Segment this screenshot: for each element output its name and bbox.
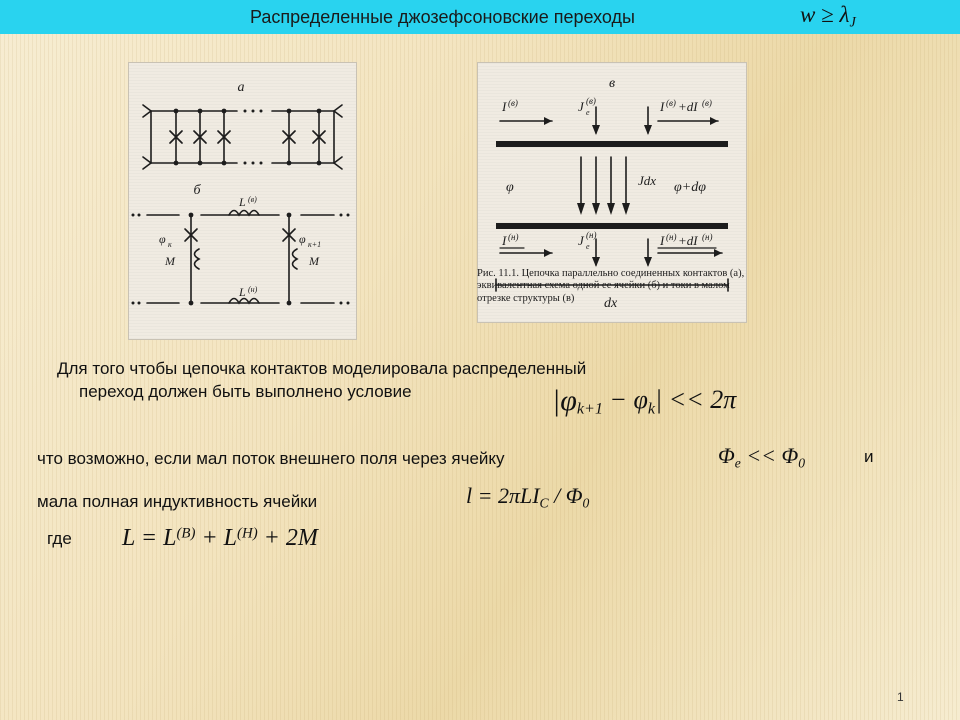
formula-total-inductance-sup2: (Н) <box>237 525 258 542</box>
formula-flux-sub1: e <box>734 455 741 471</box>
formula-phase-condition-tail: | << 2π <box>655 385 737 414</box>
chain-of-junctions-drawing <box>129 63 356 339</box>
svg-text:I: I <box>502 233 507 248</box>
svg-text:dx: dx <box>604 296 618 311</box>
formula-phase-condition <box>552 384 736 418</box>
formula-inductance-sub2: 0 <box>582 495 590 511</box>
svg-text:φ: φ <box>159 232 166 246</box>
banner-formula-subscript: J <box>849 14 856 31</box>
svg-text:(н): (н) <box>666 232 677 242</box>
banner-formula-main: w ≥ λ <box>800 2 850 27</box>
formula-total-inductance-main: L = L <box>122 525 177 551</box>
formula-phase-condition-sub1: k+1 <box>576 400 603 418</box>
formula-inductance-tail: / Φ <box>548 483 583 508</box>
formula-flux-mid: << Φ <box>740 443 799 468</box>
svg-text:e: e <box>586 242 590 251</box>
paragraph-inductance: мала полная индуктивность ячейки <box>37 492 318 511</box>
banner-formula <box>800 2 856 32</box>
svg-text:к+1: к+1 <box>308 240 322 249</box>
svg-text:к: к <box>168 240 172 249</box>
formula-phase-condition-open: |φ <box>552 384 577 417</box>
svg-text:L: L <box>239 285 246 299</box>
svg-text:e: e <box>586 108 590 117</box>
svg-text:(в): (в) <box>702 98 712 108</box>
formula-total-inductance-tail: + 2M <box>257 525 318 551</box>
slide-title: Распределенные джозефсоновские переходы <box>250 7 635 27</box>
figure-caption: Рис. 11.1. Цепочка параллельно соединенных контактов (а), эквивалентная схема одной ее ячейки (б) и токи в малом отрезке структуры (в) <box>477 268 745 304</box>
svg-text:J: J <box>578 99 584 114</box>
svg-text:+dI: +dI <box>678 233 698 248</box>
svg-text:L: L <box>239 195 246 209</box>
svg-text:Jdx: Jdx <box>638 173 657 188</box>
page-number: 1 <box>897 690 904 704</box>
formula-flux <box>718 443 805 472</box>
svg-text:I: I <box>660 233 665 248</box>
chain-of-junctions-figure <box>128 62 357 340</box>
svg-text:I: I <box>502 99 507 114</box>
formula-total-inductance <box>122 525 318 552</box>
paragraph-condition-line2: переход должен быть выполнено условие <box>79 382 412 401</box>
conjunction-text: и <box>864 447 874 466</box>
svg-text:J: J <box>578 233 584 248</box>
formula-flux-main: Φ <box>718 443 735 468</box>
formula-phase-condition-mid: − φ <box>602 385 648 414</box>
paragraph-flux: что возможно, если мал поток внешнего поля через ячейку <box>37 449 505 468</box>
svg-text:(н): (н) <box>702 232 713 242</box>
svg-text:(н): (н) <box>508 232 519 242</box>
svg-text:M: M <box>165 254 175 268</box>
svg-text:(н): (н) <box>248 285 258 294</box>
paragraph-where: где <box>47 529 72 548</box>
svg-text:φ: φ <box>299 232 306 246</box>
formula-flux-sub2: 0 <box>798 455 806 471</box>
svg-text:φ+dφ: φ+dφ <box>674 180 706 195</box>
formula-inductance-main: l = 2πLI <box>466 483 540 508</box>
formula-total-inductance-sup1: (В) <box>176 525 196 542</box>
svg-text:a: a <box>237 80 245 95</box>
svg-text:(в): (в) <box>666 98 676 108</box>
formula-inductance-sub: C <box>539 495 549 511</box>
svg-text:б: б <box>193 183 201 198</box>
svg-text:I: I <box>660 99 665 114</box>
formula-phase-condition-sub2: k <box>647 400 656 418</box>
svg-text:(в): (в) <box>586 96 596 106</box>
svg-text:φ: φ <box>506 180 514 195</box>
svg-text:в: в <box>608 76 616 91</box>
svg-text:(н): (н) <box>586 230 597 240</box>
paragraph-condition-line1: Для того чтобы цепочка контактов моделировала распределенный <box>57 359 587 378</box>
svg-text:(в): (в) <box>248 195 257 204</box>
svg-text:+dI: +dI <box>678 99 698 114</box>
formula-total-inductance-mid: + L <box>195 525 238 551</box>
svg-text:M: M <box>309 254 319 268</box>
formula-inductance <box>466 483 589 512</box>
svg-text:(в): (в) <box>508 98 518 108</box>
